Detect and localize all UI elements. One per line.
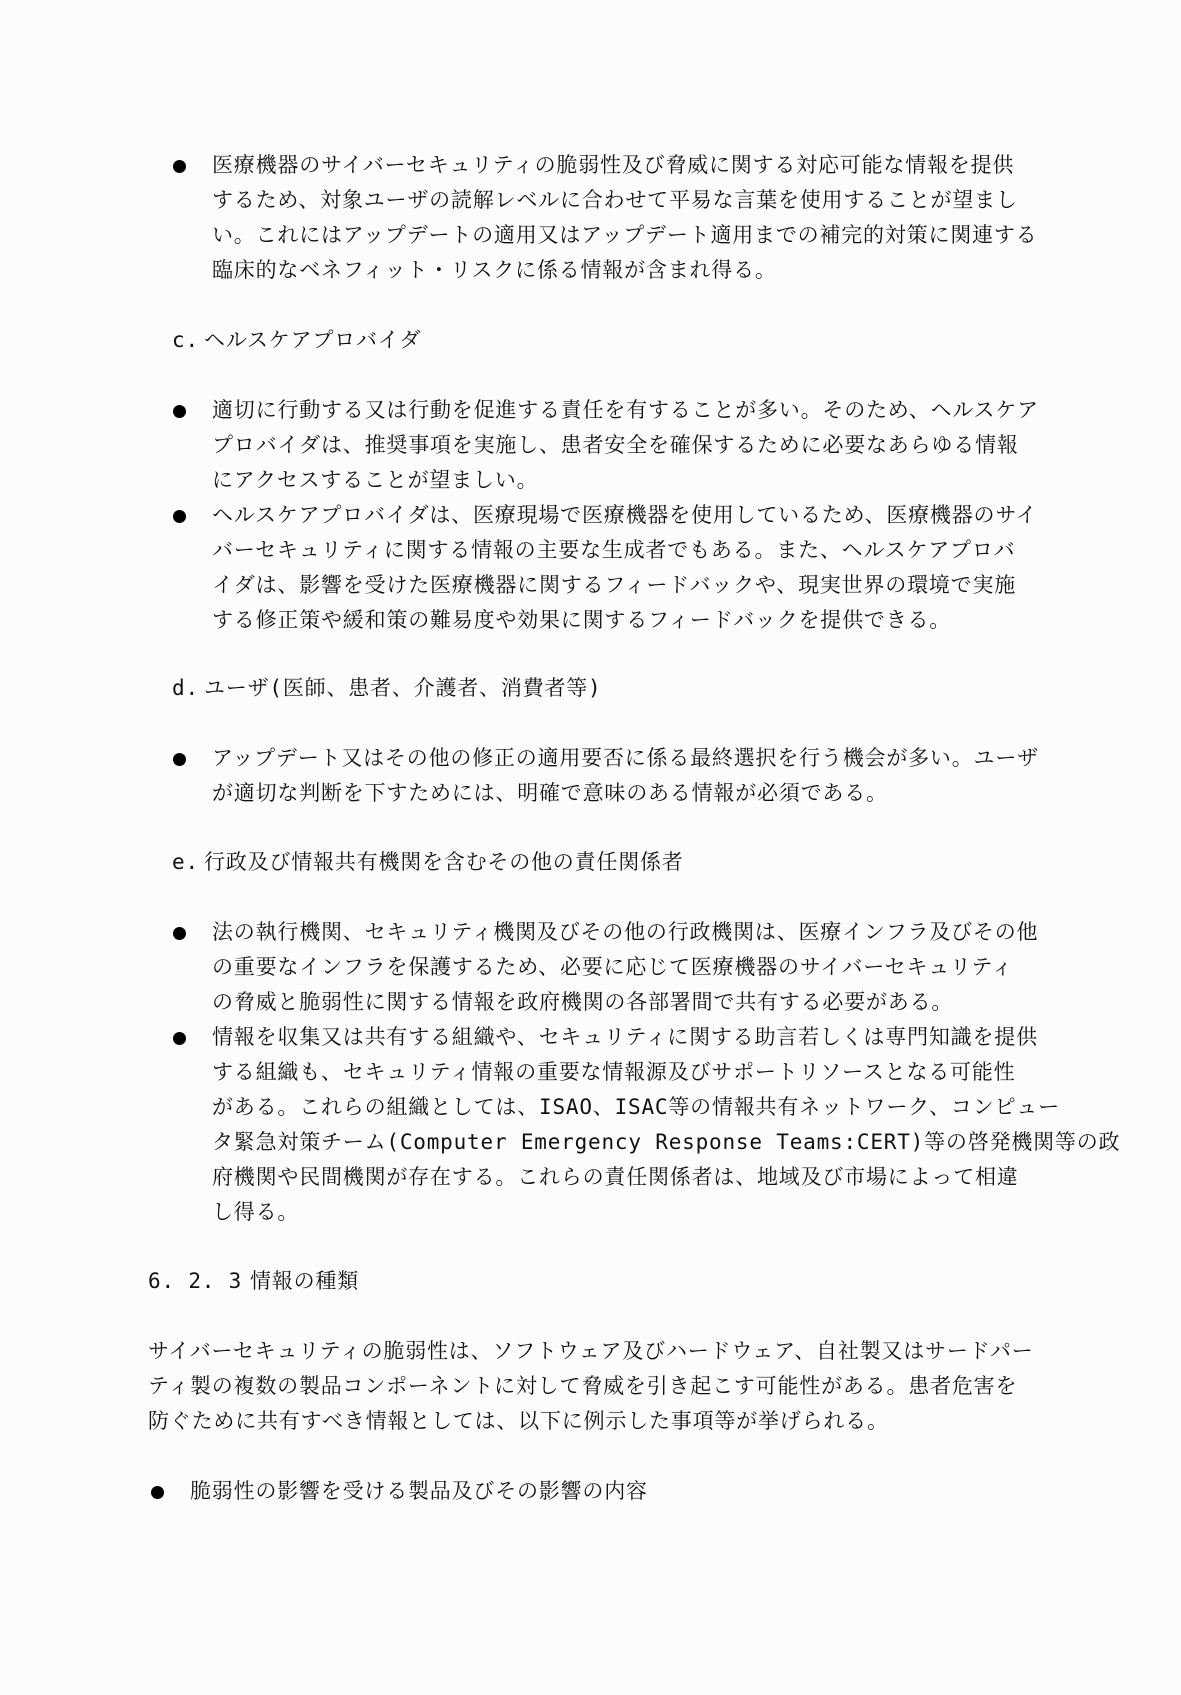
section-heading-c xyxy=(172,323,422,358)
section-marker: c. xyxy=(172,328,199,352)
text-line: の脅威と脆弱性に関する情報を政府機関の各部署間で共有する必要がある。 xyxy=(212,990,954,1014)
text-line: ヘルスケアプロバイダは、医療現場で医療機器を使用しているため、医療機器のサイ xyxy=(212,503,1038,527)
bullet-icon xyxy=(173,1032,186,1045)
section-title: ヘルスケアプロバイダ xyxy=(204,328,422,352)
section-heading-6-2-3 xyxy=(148,1264,359,1299)
body-paragraph xyxy=(148,1334,1034,1439)
bullet-text xyxy=(190,1474,648,1509)
text-line: し得る。 xyxy=(212,1200,300,1224)
text-line: が適切な判断を下すためには、明確で意味のある情報が必須である。 xyxy=(212,781,888,805)
section-number: 6. 2. 3 xyxy=(148,1269,243,1293)
bullet-text xyxy=(212,393,1039,498)
section-heading-e xyxy=(172,845,684,880)
text-line: 情報を収集又は共有する組織や、セキュリティに関する助言若しくは専門知識を提供 xyxy=(212,1025,1038,1049)
text-line: 法の執行機関、セキュリティ機関及びその他の行政機関は、医療インフラ及びその他 xyxy=(212,920,1039,944)
text-line: がある。これらの組織としては、ISAO、ISAC等の情報共有ネットワーク、コンピュー xyxy=(212,1095,1060,1119)
text-line: イダは、影響を受けた医療機器に関するフィードバックや、現実世界の環境で実施 xyxy=(212,573,1017,597)
text-line: にアクセスすることが望ましい。 xyxy=(212,468,539,492)
text-line: する修正策や緩和策の難易度や効果に関するフィードバックを提供できる。 xyxy=(212,608,952,632)
bullet-text xyxy=(212,915,1038,1020)
text-line: い。これにはアップデートの適用又はアップデート適用までの補完的対策に関連する xyxy=(212,223,1038,247)
text-line: 適切に行動する又は行動を促進する責任を有することが多い。そのため、ヘルスケア xyxy=(212,398,1039,422)
bullet-icon xyxy=(173,160,186,173)
text-line: 臨床的なベネフィット・リスクに係る情報が含まれ得る。 xyxy=(212,258,777,282)
section-marker: d. xyxy=(172,676,199,700)
section-title: 行政及び情報共有機関を含むその他の責任関係者 xyxy=(204,850,684,874)
bullet-text xyxy=(212,148,1037,288)
bullet-text xyxy=(212,498,1037,638)
text-line: する組織も、セキュリティ情報の重要な情報源及びサポートリソースとなる可能性 xyxy=(212,1060,1016,1084)
text-line: 府機関や民間機関が存在する。これらの責任関係者は、地域及び市場によって相違 xyxy=(212,1165,1019,1189)
bullet-icon xyxy=(173,405,186,418)
bullet-text xyxy=(212,741,1039,811)
section-title: 情報の種類 xyxy=(250,1269,359,1293)
bullet-icon xyxy=(151,1486,164,1499)
text-line: アップデート又はその他の修正の適用要否に係る最終選択を行う機会が多い。ユーザ xyxy=(212,746,1039,770)
text-line: バーセキュリティに関する情報の主要な生成者でもある。また、ヘルスケアプロバ xyxy=(212,538,1016,562)
section-marker: e. xyxy=(172,850,199,874)
text-line: 医療機器のサイバーセキュリティの脆弱性及び脅威に関する対応可能な情報を提供 xyxy=(212,153,1015,177)
text-line: サイバーセキュリティの脆弱性は、ソフトウェア及びハードウェア、自社製又はサードパー xyxy=(148,1339,1034,1363)
text-line: 脆弱性の影響を受ける製品及びその影響の内容 xyxy=(190,1479,648,1503)
section-heading-d xyxy=(172,671,602,706)
text-line: 防ぐために共有すべき情報としては、以下に例示した事項等が挙げられる。 xyxy=(148,1409,889,1433)
text-line: するため、対象ユーザの読解レベルに合わせて平易な言葉を使用することが望まし xyxy=(212,188,1018,212)
section-title: ユーザ(医師、患者、介護者、消費者等) xyxy=(204,676,602,700)
bullet-icon xyxy=(173,510,186,523)
text-line: の重要なインフラを保護するため、必要に応じて医療機器のサイバーセキュリティ xyxy=(212,955,1014,979)
bullet-icon xyxy=(173,753,186,766)
text-line: タ緊急対策チーム(Computer Emergency Response Teams:CERT)等の啓発機関等の政 xyxy=(212,1130,1121,1154)
bullet-icon xyxy=(173,927,186,940)
text-line: プロバイダは、推奨事項を実施し、患者安全を確保するために必要なあらゆる情報 xyxy=(212,433,1019,457)
text-line: ティ製の複数の製品コンポーネントに対して脅威を引き起こす可能性がある。患者危害を xyxy=(148,1374,1018,1398)
bullet-text xyxy=(212,1020,1120,1230)
